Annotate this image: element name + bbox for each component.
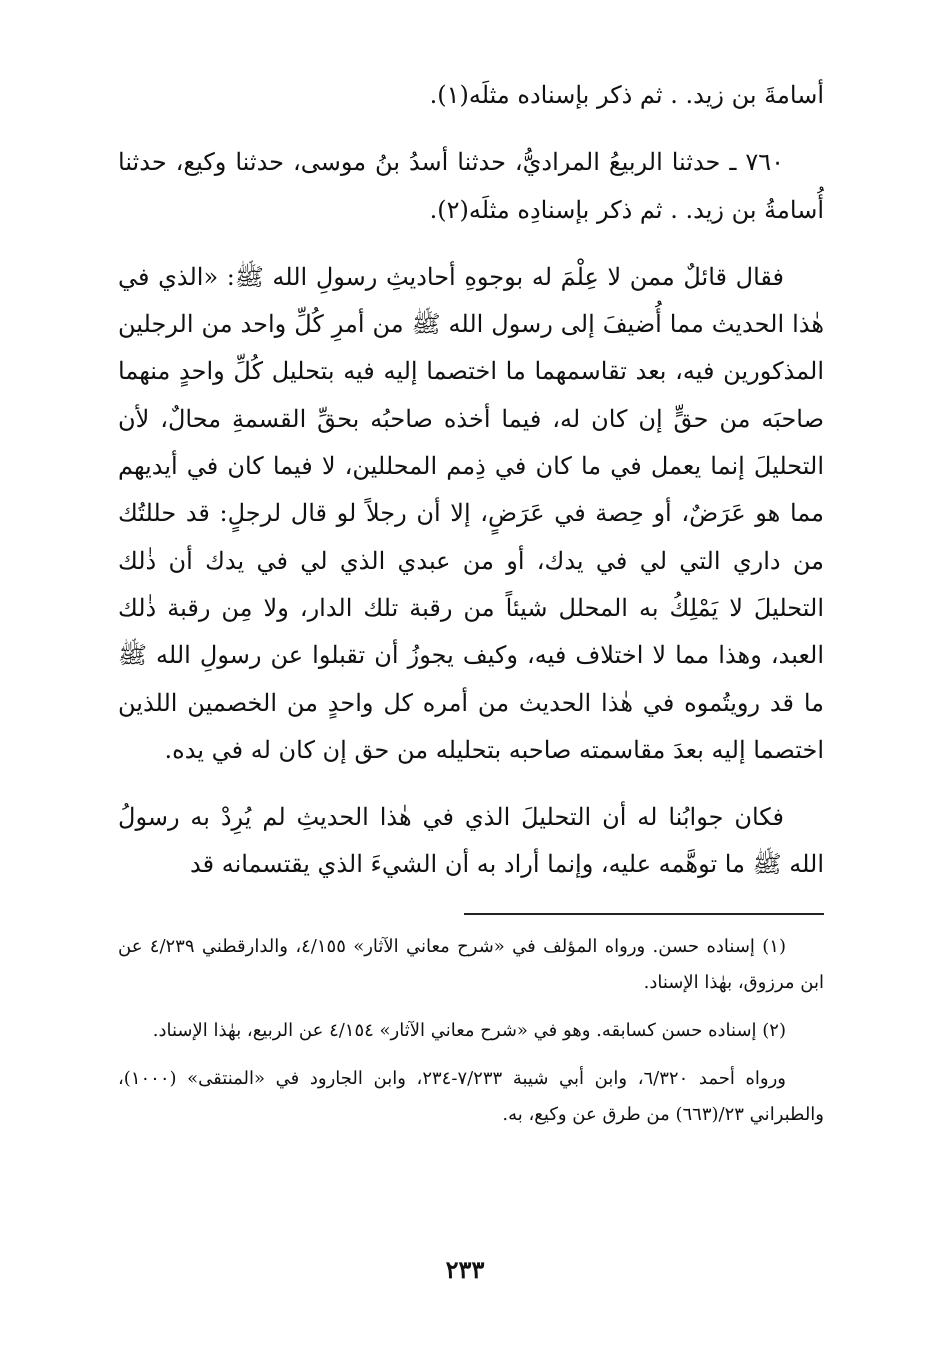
page-number: ٢٣٣: [445, 1255, 485, 1284]
paragraph-objection: فقال قائلٌ ممن لا عِلْمَ له بوجوهِ أحاديثِ رسولِ الله ﷺ: «الذي في هٰذا الحديث مما أُضيفَ إلى رسول الله ﷺ من أمرِ كُلِّ واحد من الرجلين المذكورين فيه، بعد تقاسمهما ما اختصما إليه فيه بتحليل كُلِّ واحدٍ منهما صاحبَه من حقٍّ إن كان له، فيما أخذه صاحبُه بحقِّ القسمةِ محالٌ، لأن التحليلَ إنما يعمل في ما كان في ذِمم المحللين، لا فيما كان في أيديهم مما هو عَرَضٌ، أو حِصة في عَرَضٍ، إلا أن رجلاً لو قال لرجلٍ: قد حللتُك من داري التي لي في يدك، أو من عبدي الذي لي في يدك أن ذٰلك التحليلَ لا يَمْلِكُ به المحلل شيئاً من رقبة تلك الدار، ولا مِن رقبة ذٰلك العبد، وهذا مما لا اختلاف فيه، وكيف يجوزُ أن تقبلوا عن رسولِ الله ﷺ ما قد رويتُموه في هٰذا الحديث من أمره كل واحدٍ من الخصمين اللذين اختصما إليه بعدَ مقاسمته صاحبه بتحليله من حق إن كان له في يده.: [118, 262, 825, 764]
paragraph-continuation: أسامةَ بن زيد. . ثم ذكر بإسناده مثلَه(١).: [429, 81, 824, 109]
footnote-2: (٢) إسناده حسن كسابقه. وهو في «شرح معاني الآثار» ٤/١٥٤ عن الربيع، بهٰذا الإسناد.: [152, 1019, 786, 1041]
footnote-1: (١) إسناده حسن. ورواه المؤلف في «شرح معاني الآثار» ٤/١٥٥، والدارقطني ٤/٢٣٩ عن ابن مرزوق، بهٰذا الإسناد.: [118, 935, 824, 993]
paragraph-hadith-760: ٧٦٠ ـ حدثنا الربيعُ المراديُّ، حدثنا أسدُ بنُ موسى، حدثنا وكيع، حدثنا أُسامةُ بن زيد. . ثم ذكر بإسنادِه مثلَه(٢).: [118, 148, 824, 224]
paragraph-answer: فكان جوابُنا له أن التحليلَ الذي في هٰذا الحديثِ لم يُرِدْ به رسولُ الله ﷺ ما توهَّمه عليه، وإنما أراد به أن الشيءَ الذي يقتسمانه قد: [118, 803, 824, 879]
footnote-2-continued: ورواه أحمد ٦/٣٢٠، وابن أبي شيبة ٧/٢٣٣-٢٣٤، وابن الجارود في «المنتقى» (١٠٠٠)، والطبراني ٢٣/(٦٦٣) من طرق عن وكيع، به.: [118, 1067, 824, 1125]
footnote-divider: [464, 913, 824, 915]
footnotes: [118, 929, 824, 1133]
main-text: [118, 72, 824, 889]
page: [118, 72, 824, 1133]
